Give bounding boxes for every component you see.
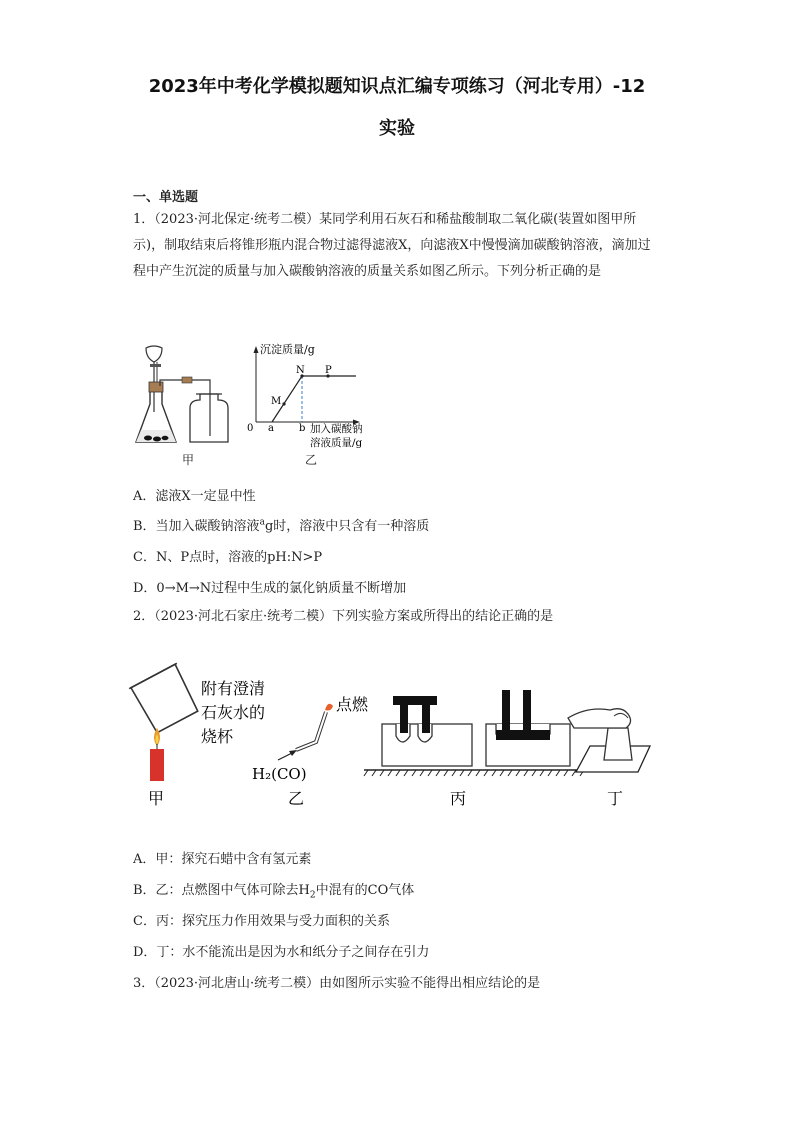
- figure-label-ding: 丁: [607, 789, 624, 808]
- point-m-dot: [282, 402, 285, 405]
- question-2-option-c: C．丙：探究压力作用效果与受力面积的关系: [133, 914, 390, 929]
- graph-tick-a: a: [268, 423, 274, 434]
- graph-point-m: M: [271, 396, 282, 407]
- option-b-variable-a: a: [259, 517, 265, 528]
- graph-ylabel: 沉淀质量/g: [260, 343, 315, 356]
- question-1-option-c: C．N、P点时，溶液的pH:N>P: [133, 550, 323, 565]
- question-1-apparatus-figure: [130, 342, 240, 462]
- figure-label-jia: 甲: [148, 789, 165, 808]
- graph-point-p: P: [325, 365, 332, 376]
- question-1-figure-label-yi: 乙: [305, 453, 318, 467]
- figure-label-yi: 乙: [288, 789, 305, 808]
- question-2-figures: [128, 662, 668, 812]
- question-2-stem: 2．（2023·河北石家庄·统考二模）下列实验方案或所得出的结论正确的是: [133, 609, 554, 624]
- figure-ding-cup-paper: [568, 709, 650, 772]
- graph-xlabel-line1: 加入碳酸钠: [310, 423, 363, 435]
- figure-jia-note-line2: 石灰水的: [201, 703, 266, 722]
- option-b-suffix: 中混有的CO气体: [315, 883, 415, 898]
- graph-origin: 0: [247, 423, 254, 434]
- figure-yi-gas-tube: [278, 704, 333, 760]
- document-title-line1: 2023年中考化学模拟题知识点汇编专项练习（河北专用）-12: [148, 76, 646, 97]
- graph-tick-b: b: [299, 423, 306, 434]
- graph-xlabel-line2: 溶液质量/g: [310, 437, 363, 449]
- figure-jia-note-line1: 附有澄清: [201, 679, 266, 698]
- question-1-option-b: [133, 515, 429, 534]
- option-b-prefix: B．当加入碳酸钠溶液: [133, 519, 260, 534]
- figure-bing-pressure-setup: [364, 690, 584, 776]
- graph-point-n: N: [296, 365, 305, 376]
- question-1-option-a: A．滤液X一定显中性: [133, 489, 256, 504]
- document-title-line2: 实验: [379, 118, 415, 139]
- question-3-stem: 3．（2023·河北唐山·统考二模）由如图所示实验不能得出相应结论的是: [133, 976, 541, 991]
- option-b-suffix: g时，溶液中只含有一种溶质: [264, 519, 430, 534]
- question-1-figure-label-jia: 甲: [182, 453, 195, 467]
- option-b-subscript: 2: [309, 890, 316, 901]
- question-2-option-a: A．甲：探究石蜡中含有氢元素: [133, 852, 312, 867]
- section-heading: 一、单选题: [133, 190, 199, 205]
- precipitate-curve: [272, 376, 356, 422]
- figure-yi-gas-label: H₂(CO): [252, 765, 307, 783]
- question-1-graph-figure: [244, 340, 384, 452]
- question-2-option-d: D．丁：水不能流出是因为水和纸分子之间存在引力: [133, 945, 430, 960]
- candle-body: [150, 749, 164, 781]
- figure-yi-ignite-label: 点燃: [336, 695, 369, 714]
- figure-jia-note-line3: 烧杯: [201, 727, 234, 746]
- question-1-stem: 1．（2023·河北保定·统考二模）某同学利用石灰石和稀盐酸制取二氧化碳(装置如图甲所示)，制取结束后将锥形瓶内混合物过滤得滤液X，向滤液X中慢慢滴加碳酸钠溶液，滴加过程中产生沉淀的质量与加入碳酸钠溶液的质量关系如图乙所示。下列分析正确的是: [133, 212, 651, 279]
- question-1-option-d: D．0→M→N过程中生成的氯化钠质量不断增加: [133, 581, 407, 596]
- figure-label-bing: 丙: [450, 789, 467, 808]
- question-2-option-b: [133, 879, 414, 901]
- option-b-prefix: B．乙：点燃图中气体可除去H: [133, 883, 310, 898]
- figure-jia-candle-beaker: [129, 663, 201, 781]
